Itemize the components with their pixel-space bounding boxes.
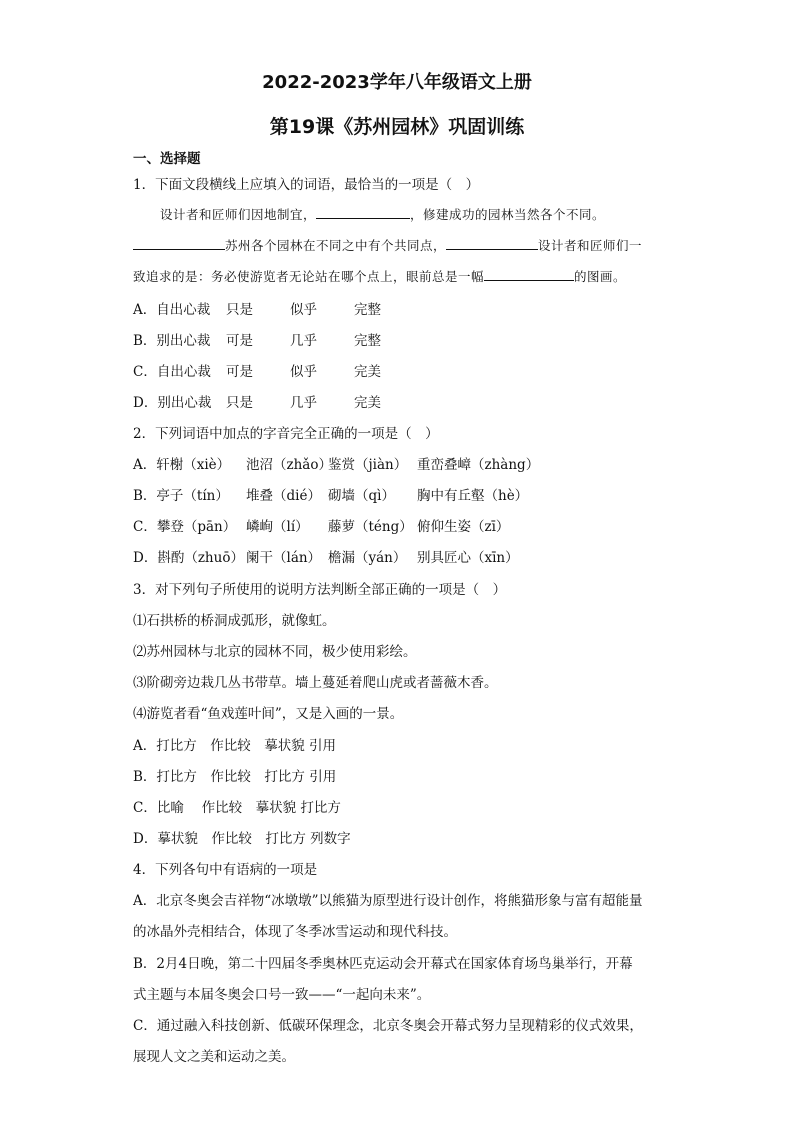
option-item: 砌墙（qì） [328,488,395,504]
q1-passage-line3 [133,267,626,285]
option-item: 鉴赏（jiàn） [328,457,408,473]
q4-option-b-line1: B．2月4日晚，第二十四届冬季奥林匹克运动会开幕式在国家体育场鸟巢举行，开幕 [133,956,633,972]
q2-option-d [133,546,519,566]
answer-blank-2 [133,237,225,250]
q3-sentence-2: ⑵苏州园林与北京的园林不同，极少使用彩绘。 [133,644,417,660]
q2-option-a [133,453,539,473]
q4-option-b-line2: 式主题与本届冬奥会口号一致——“一起向未来”。 [133,987,431,1003]
option-label: C．自出心裁 [133,364,211,380]
q1-passage-text: 设计者和匠师们一 [538,238,643,253]
q4-stem: 4．下列各句中有语病的一项是 [133,862,318,878]
q3-sentence-1: ⑴石拱桥的桥洞成弧形，就像虹。 [133,613,336,629]
option-item: C．攀登（pān） [133,519,237,535]
q3-sentence-4: ⑷游览者看“鱼戏莲叶间”，又是入画的一景。 [133,706,404,722]
q3-option-d: D．摹状貌 作比较 打比方 列数字 [133,831,351,847]
option-item: 俯仰生姿（zī） [417,519,510,535]
q4-option-c-line2: 展现人文之美和运动之美。 [133,1049,295,1065]
page-title: 2022-2023学年八年级语文上册 [262,72,532,93]
q1-passage-line2 [133,236,642,254]
option-item: 藤萝（téng） [328,519,413,535]
q2-option-c [133,515,509,535]
q1-option-d [133,391,414,411]
q2-stem: 2．下列词语中加点的字音完全正确的一项是（ ） [133,426,439,442]
q1-option-b [133,329,414,349]
q1-passage-line1 [160,205,605,223]
section-heading: 一、选择题 [133,151,201,167]
answer-blank-4 [484,268,574,281]
q1-stem: 1．下面文段横线上应填入的词语，最恰当的一项是（ ） [133,177,480,193]
q1-passage-text: ，修建成功的园林当然各个不同。 [410,207,606,222]
option-item: 重峦叠嶂（zhàng） [417,457,540,473]
option-item: 檐漏（yán） [328,550,407,566]
q4-option-c-line1: C．通过融入科技创新、低碳环保理念，北京冬奥会开幕式努力呈现精彩的仪式效果， [133,1018,643,1034]
q4-option-a-line2: 的冰晶外壳相结合，体现了冬季冰雪运动和现代科技。 [133,924,457,940]
option-word: 只是 [226,302,253,318]
option-word: 几乎 [290,395,317,411]
lesson-title: 第19课《苏州园林》巩固训练 [269,116,525,138]
option-word: 完美 [354,364,381,380]
q1-passage-text: 致追求的是：务必使游览者无论站在哪个点上，眼前总是一幅 [133,269,485,284]
option-word: 似乎 [290,302,317,318]
q1-passage-text: 苏州各个园林在不同之中有个共同点， [225,238,447,253]
option-word: 只是 [226,395,253,411]
option-label: A．自出心裁 [133,302,211,318]
option-word: 可是 [226,333,253,349]
option-word: 可是 [226,364,253,380]
answer-blank-3 [446,237,538,250]
option-word: 完整 [354,302,381,318]
option-item: 胸中有丘壑（hè） [417,488,529,504]
option-word: 几乎 [290,333,317,349]
q1-option-a [133,298,414,318]
option-item: 别具匠心（xīn） [417,550,519,566]
q3-option-c: C．比喻 作比较 摹状貌 打比方 [133,800,341,816]
option-word: 完整 [354,333,381,349]
option-item: 嶙峋（lí） [246,519,309,535]
option-item: D．斟酌（zhuō） [133,550,244,566]
q3-sentence-3: ⑶阶砌旁边栽几丛书带草。墙上蔓延着爬山虎或者蔷薇木香。 [133,675,498,691]
option-item: A．轩榭（xiè） [133,457,231,473]
option-item: 池沼（zhǎo） [246,457,332,473]
option-item: B．亭子（tín） [133,488,229,504]
q1-option-c [133,360,414,380]
q3-option-b: B．打比方 作比较 打比方 引用 [133,769,337,785]
option-item: 阑干（lán） [246,550,322,566]
option-item: 堆叠（dié） [246,488,321,504]
q1-passage-text: 设计者和匠师们因地制宜， [160,207,317,222]
option-label: D．别出心裁 [133,395,212,411]
q2-option-b [133,484,528,504]
q4-option-a-line1: A．北京冬奥会吉祥物“冰墩墩”以熊猫为原型进行设计创作，将熊猫形象与富有超能量 [133,893,643,909]
option-label: B．别出心裁 [133,333,211,349]
option-word: 似乎 [290,364,317,380]
q3-stem: 3．对下列句子所使用的说明方法判断全部正确的一项是（ ） [133,582,507,598]
q3-option-a: A．打比方 作比较 摹状貌 引用 [133,738,337,754]
q1-passage-text: 的图画。 [574,269,627,284]
answer-blank-1 [316,206,410,219]
option-word: 完美 [354,395,381,411]
